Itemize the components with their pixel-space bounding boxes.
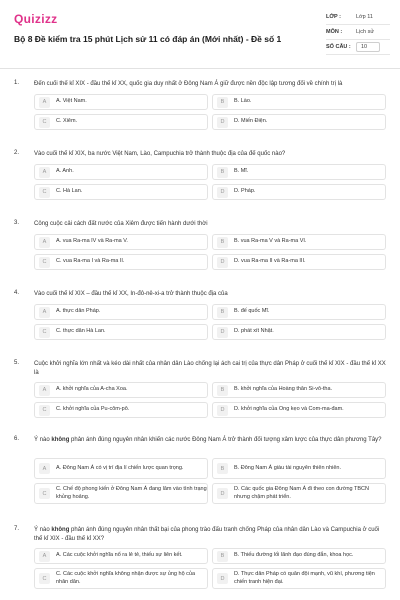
option-letter-badge: D <box>217 405 228 416</box>
option-text: C. Chế độ phong kiến ở Đông Nam Á đang lâm vào tình trạng khủng hoảng. <box>56 486 207 500</box>
answer-option-c[interactable] <box>34 483 208 504</box>
option-letter-badge: A <box>39 551 50 562</box>
option-letter-badge: C <box>39 117 50 128</box>
answer-option-c[interactable] <box>34 402 208 418</box>
answer-option-d[interactable] <box>212 402 386 418</box>
answer-option-d[interactable] <box>212 254 386 270</box>
answer-option-c[interactable] <box>34 568 208 589</box>
option-letter-badge: C <box>39 573 50 584</box>
meta-row-count <box>326 40 390 55</box>
answer-option-d[interactable] <box>212 114 386 130</box>
answer-option-a[interactable] <box>34 94 208 110</box>
answer-option-a[interactable] <box>34 458 208 479</box>
question-number: 1. <box>14 80 20 86</box>
answer-option-b[interactable] <box>212 458 386 479</box>
meta-value: Lịch sử <box>356 29 375 35</box>
answer-option-d[interactable] <box>212 324 386 340</box>
option-letter-badge: B <box>217 463 228 474</box>
option-letter-badge: D <box>217 117 228 128</box>
question-text: Vào cuối thế kỉ XIX – đầu thế kỉ XX, In-đô-nê-xi-a trở thành thuộc địa của <box>34 291 228 297</box>
option-text: C. Xiêm. <box>56 118 78 125</box>
answer-option-d[interactable] <box>212 184 386 200</box>
option-letter-badge: B <box>217 237 228 248</box>
question-text: Đến cuối thế kỉ XIX - đầu thế kỉ XX, quốc gia duy nhất ở Đông Nam Á giữ được nền độc lập tương đối về chính trị là <box>34 81 343 87</box>
option-text: C. vua Ra-ma I và Ra-ma II. <box>56 258 125 265</box>
question-number: 7. <box>14 526 20 532</box>
answer-option-d[interactable] <box>212 568 386 589</box>
document-title: Bộ 8 Đề kiểm tra 15 phút Lịch sử 11 có đáp án (Mới nhất) - Đề số 1 <box>14 34 282 44</box>
answer-option-c[interactable] <box>34 324 208 340</box>
question-number: 5. <box>14 360 20 366</box>
option-letter-badge: A <box>39 463 50 474</box>
question-text: Vào cuối thế kỉ XIX, ba nước Việt Nam, Lào, Campuchia trở thành thuộc địa của đế quốc nào? <box>34 151 286 157</box>
option-text: C. Các cuộc khởi nghĩa không nhận được sự ủng hộ của nhân dân. <box>56 571 196 585</box>
header-divider <box>0 68 400 69</box>
document-header <box>0 0 400 64</box>
option-text: B. Thiếu đường lối lãnh đạo đúng đắn, khoa học. <box>234 552 354 559</box>
option-letter-badge: A <box>39 97 50 108</box>
option-text: A. Anh. <box>56 168 74 175</box>
option-letter-badge: A <box>39 237 50 248</box>
meta-value: Lớp 11 <box>356 14 373 20</box>
option-text: D. Các quốc gia Đông Nam Á đi theo con đường TBCN nhưng chậm phát triển. <box>234 486 369 500</box>
option-letter-badge: B <box>217 551 228 562</box>
answer-option-b[interactable] <box>212 548 386 564</box>
question-text <box>34 526 386 543</box>
option-text: D. phát xít Nhật. <box>234 328 274 335</box>
option-letter-badge: B <box>217 167 228 178</box>
option-text: C. khởi nghĩa của Pu-côm-pô. <box>56 406 130 413</box>
answer-option-a[interactable] <box>34 382 208 398</box>
option-text: B. Đông Nam Á giàu tài nguyên thiên nhiên. <box>234 464 342 471</box>
question-number: 4. <box>14 290 20 296</box>
answer-option-a[interactable] <box>34 234 208 250</box>
quizizz-logo: Quizizz <box>14 12 58 26</box>
option-letter-badge: C <box>39 488 50 499</box>
meta-row-subject <box>326 25 390 40</box>
question-text: Cuộc khởi nghĩa lớn nhất và kéo dài nhất của nhân dân Lào chống lại ách cai trị của thực dân Pháp ở cuối thế kỉ XIX - đầu thế kỉ XX là <box>34 361 386 376</box>
question-text-end: phản ánh đúng nguyên nhân khiến các nước Đông Nam Á trở thành đối tượng xâm lược của thực dân phương Tây? <box>69 437 382 443</box>
answer-option-c[interactable] <box>34 184 208 200</box>
meta-key: LỚP : <box>326 14 341 20</box>
question-emphasis: không <box>51 527 70 533</box>
meta-key: MÔN : <box>326 29 343 35</box>
answer-option-a[interactable] <box>34 164 208 180</box>
option-letter-badge: D <box>217 488 228 499</box>
option-text: D. Thực dân Pháp có quân đội mạnh, vũ khí, phương tiện chiến tranh hiện đại. <box>234 571 375 585</box>
answer-option-b[interactable] <box>212 164 386 180</box>
option-letter-badge: A <box>39 385 50 396</box>
question-number: 6. <box>14 436 20 442</box>
question-number: 3. <box>14 220 20 226</box>
question-text-start: Ý nào <box>34 437 52 443</box>
option-text: C. thực dân Hà Lan. <box>56 328 106 335</box>
answer-option-d[interactable] <box>212 483 386 504</box>
answer-option-c[interactable] <box>34 114 208 130</box>
option-text: A. vua Ra-ma IV và Ra-ma V. <box>56 238 128 245</box>
option-text: A. Các cuộc khởi nghĩa nổ ra lẻ tẻ, thiếu sự liên kết. <box>56 552 183 559</box>
question-emphasis: không <box>51 437 70 443</box>
answer-option-a[interactable] <box>34 548 208 564</box>
option-letter-badge: D <box>217 257 228 268</box>
question-text <box>34 436 386 445</box>
option-letter-badge: C <box>39 257 50 268</box>
meta-value: 10 <box>356 42 380 52</box>
meta-row-class <box>326 10 390 25</box>
option-letter-badge: B <box>217 97 228 108</box>
option-text: D. vua Ra-ma II và Ra-ma III. <box>234 258 306 265</box>
option-text: B. Mĩ. <box>234 168 249 175</box>
option-letter-badge: D <box>217 327 228 338</box>
option-text: B. khởi nghĩa của Hoàng thân Si-vô-tha. <box>234 386 333 393</box>
answer-option-b[interactable] <box>212 304 386 320</box>
option-text: B. vua Ra-ma V và Ra-ma VI. <box>234 238 307 245</box>
answer-option-a[interactable] <box>34 304 208 320</box>
meta-key: SỐ CÂU : <box>326 44 351 50</box>
option-text: D. Miến Điện. <box>234 118 268 125</box>
option-letter-badge: D <box>217 573 228 584</box>
option-letter-badge: C <box>39 405 50 416</box>
option-text: D. khởi nghĩa của Ong kẹo và Com-ma-đam. <box>234 406 344 413</box>
option-letter-badge: A <box>39 307 50 318</box>
option-letter-badge: C <box>39 187 50 198</box>
question-text: Công cuộc cải cách đất nước của Xiêm được tiến hành dưới thời <box>34 221 208 227</box>
option-letter-badge: B <box>217 385 228 396</box>
option-letter-badge: D <box>217 187 228 198</box>
option-text: A. Việt Nam. <box>56 98 87 105</box>
option-letter-badge: B <box>217 307 228 318</box>
answer-option-b[interactable] <box>212 234 386 250</box>
option-letter-badge: A <box>39 167 50 178</box>
answer-option-b[interactable] <box>212 382 386 398</box>
option-text: A. Đông Nam Á có vị trí địa lí chiến lược quan trọng. <box>56 464 184 471</box>
question-text-end: phản ánh đúng nguyên nhân thất bại của phong trào đấu tranh chống Pháp của nhân dân Lào và Campuchia ở cuối thế kỉ XIX - đầu thế kỉ XX? <box>34 527 380 542</box>
question-text-start: Ý nào <box>34 527 52 533</box>
question-number: 2. <box>14 150 20 156</box>
option-text: C. Hà Lan. <box>56 188 83 195</box>
option-text: A. khởi nghĩa của A-cha Xoa. <box>56 386 128 393</box>
answer-option-c[interactable] <box>34 254 208 270</box>
option-text: D. Pháp. <box>234 188 256 195</box>
option-text: B. Lào. <box>234 98 252 105</box>
option-text: B. đế quốc Mĩ. <box>234 308 270 315</box>
answer-option-b[interactable] <box>212 94 386 110</box>
option-text: A. thực dân Pháp. <box>56 308 101 315</box>
option-letter-badge: C <box>39 327 50 338</box>
meta-panel <box>326 10 390 55</box>
